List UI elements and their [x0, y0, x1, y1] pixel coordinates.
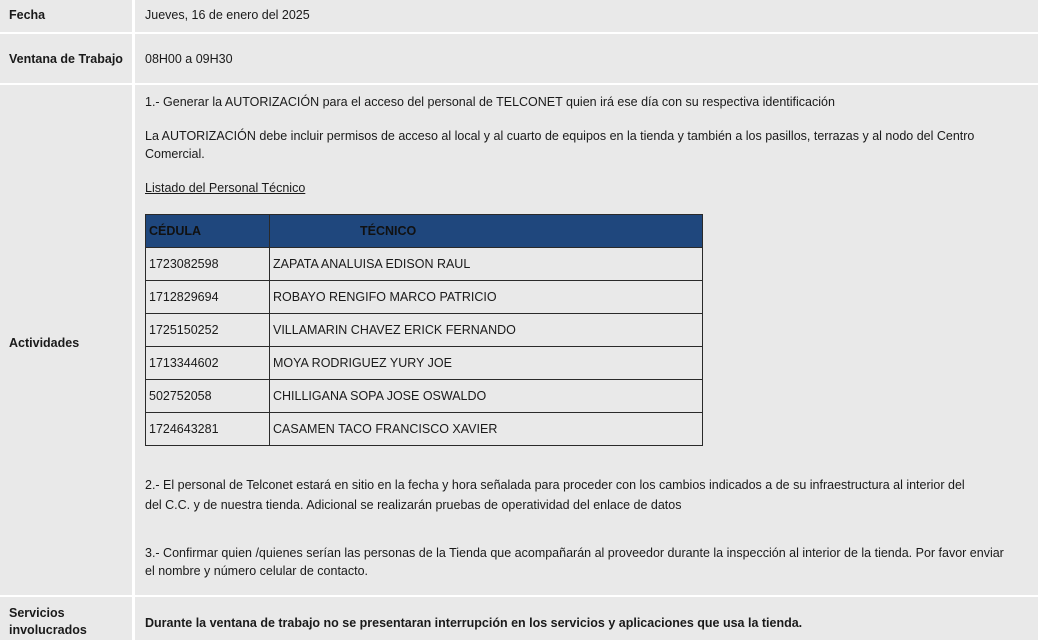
table-row	[146, 248, 703, 281]
listado-title: Listado del Personal Técnico	[145, 181, 306, 195]
personal-header-row	[146, 215, 703, 248]
actividad-1: 1.- Generar la AUTORIZACIÓN para el acceso del personal de TELCONET quien irá ese día con su respectiva identificación	[145, 95, 835, 109]
tecnico-cell: VILLAMARIN CHAVEZ ERICK FERNANDO	[270, 314, 703, 347]
header-tecnico: TÉCNICO	[270, 215, 703, 248]
tecnico-cell: MOYA RODRIGUEZ YURY JOE	[270, 347, 703, 380]
table-row	[146, 314, 703, 347]
ventana-label: Ventana de Trabajo	[0, 34, 135, 85]
actividad-3: 3.- Confirmar quien /quienes serían las personas de la Tienda que acompañarán al proveedor durante la inspección al interior de la tienda. Por favor enviar el nombre y número celular de contacto.	[145, 546, 1004, 578]
cedula-cell: 1723082598	[146, 248, 270, 281]
tecnico-cell: CHILLIGANA SOPA JOSE OSWALDO	[270, 380, 703, 413]
actividades-label: Actividades	[0, 85, 135, 597]
cedula-cell: 1712829694	[146, 281, 270, 314]
table-row	[146, 380, 703, 413]
table-row	[146, 281, 703, 314]
row-fecha	[0, 0, 1038, 34]
servicios-value: Durante la ventana de trabajo no se presentaran interrupción en los servicios y aplicaciones que usa la tienda.	[135, 597, 1038, 642]
row-servicios	[0, 597, 1038, 642]
tecnico-cell: CASAMEN TACO FRANCISCO XAVIER	[270, 413, 703, 446]
actividad-2-line2: del C.C. y de nuestra tienda. Adicional se realizarán pruebas de operatividad del enlace de datos	[145, 498, 682, 512]
cedula-cell: 1713344602	[146, 347, 270, 380]
fecha-label: Fecha	[0, 0, 135, 34]
cedula-cell: 502752058	[146, 380, 270, 413]
header-cedula: CÉDULA	[146, 215, 270, 248]
tecnico-cell: ZAPATA ANALUISA EDISON RAUL	[270, 248, 703, 281]
cedula-cell: 1725150252	[146, 314, 270, 347]
tecnico-cell: ROBAYO RENGIFO MARCO PATRICIO	[270, 281, 703, 314]
row-ventana	[0, 34, 1038, 85]
table-row	[146, 413, 703, 446]
ventana-value: 08H00 a 09H30	[135, 34, 1038, 85]
cedula-cell: 1724643281	[146, 413, 270, 446]
actividades-content	[135, 85, 1038, 597]
actividad-autorizacion: La AUTORIZACIÓN debe incluir permisos de acceso al local y al cuarto de equipos en la tienda y también a los pasillos, terrazas y al nodo del Centro Comercial.	[145, 129, 975, 161]
actividad-2-line1: 2.- El personal de Telconet estará en sitio en la fecha y hora señalada para proceder con los cambios indicados a de su infraestructura al interior del	[145, 478, 965, 492]
servicios-label: Servicios involucrados	[0, 597, 135, 642]
table-row	[146, 347, 703, 380]
fecha-value: Jueves, 16 de enero del 2025	[135, 0, 1038, 34]
personal-table	[145, 214, 703, 446]
row-actividades	[0, 85, 1038, 597]
